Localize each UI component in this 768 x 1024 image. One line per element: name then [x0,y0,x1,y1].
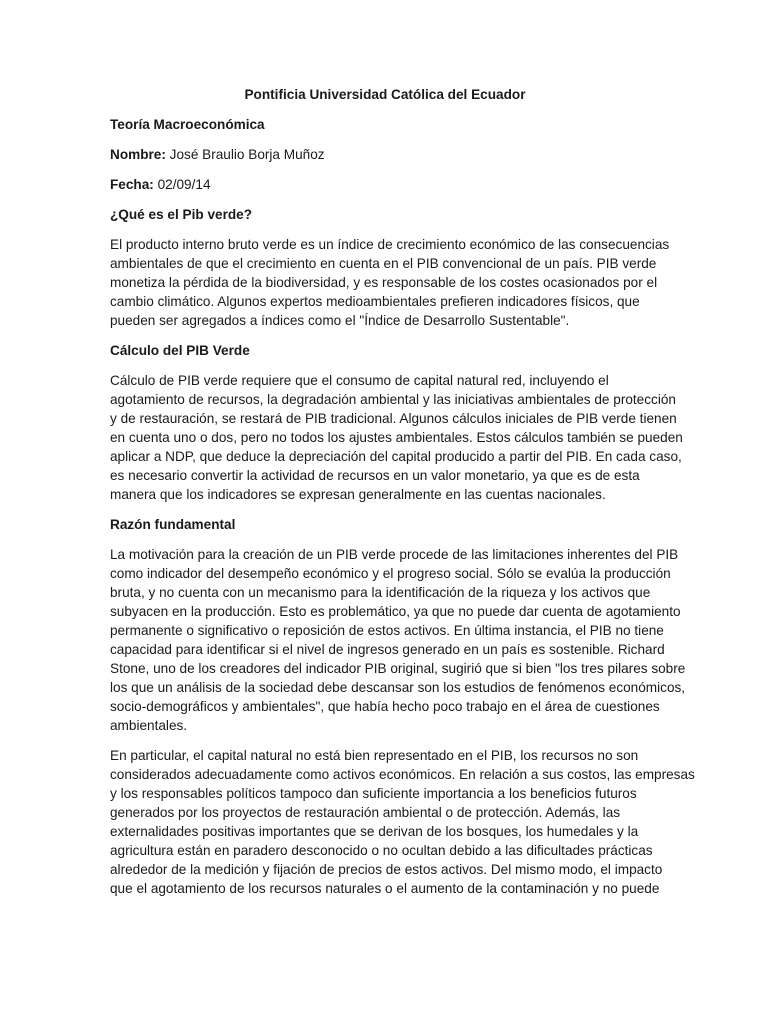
paragraph-line: ambientales. [110,718,188,733]
paragraph-line: El producto interno bruto verde es un índice de crecimiento económico de las consecuencias [110,237,670,252]
paragraph-line: externalidades positivas importantes que se derivan de los bosques, los humedales y la [110,824,639,839]
section-heading: Cálculo del PIB Verde [110,343,250,358]
document-page [110,85,695,909]
course-title: Teoría Macroeconómica [110,117,265,132]
paragraph-line: como indicador del desempeño económico y el progreso social. Sólo se evalúa la producción [110,566,671,581]
date-value: 02/09/14 [153,177,211,192]
paragraph-line: cambio climático. Algunos expertos medioambientales prefieren indicadores físicos, que [110,294,640,309]
section-heading: ¿Qué es el Pib verde? [110,207,253,222]
paragraph-line: La motivación para la creación de un PIB verde procede de las limitaciones inherentes del PIB [110,547,679,562]
paragraph [110,746,695,898]
paragraph-line: ambientales de que el crecimiento en cuenta en el PIB convencional de un país. PIB verde [110,256,657,271]
paragraph-line: agricultura están en paradero desconocido o no ocultan debido a las dificultades prácticas [110,843,653,858]
paragraph-line: subyacen en la producción. Esto es problemático, ya que no puede dar cuenta de agotamiento [110,604,681,619]
paragraph [110,545,686,735]
paragraph-line: alrededor de la medición y fijación de precios de estos activos. Del mismo modo, el impacto [110,862,663,877]
document-body [110,205,695,898]
paragraph-line: los que un análisis de la sociedad debe descansar son los estudios de fenómenos económicos, [110,680,686,695]
paragraph-line: bruta, y no cuenta con un mecanismo para la identificación de la riqueza y los activos que [110,585,651,600]
paragraph-line: Cálculo de PIB verde requiere que el consumo de capital natural red, incluyendo el [110,373,609,388]
paragraph-line: socio-demográficos y ambientales", que había hecho poco trabajo en el área de cuestiones [110,699,660,714]
paragraph-line: considerados adecuadamente como activos económicos. En relación a sus costos, las empresas [110,767,695,782]
paragraph-line: es necesario convertir la actividad de recursos en un valor monetario, ya que es de esta [110,468,640,483]
paragraph-line: permanente o significativo o reposición de estos activos. En última instancia, el PIB no tiene [110,623,664,638]
document-title: Pontificia Universidad Católica del Ecuador [244,87,526,102]
paragraph-line: y los responsables políticos tampoco dan suficiente importancia a los beneficios futuros [110,786,637,801]
date-label: Fecha: [110,177,154,192]
name-field [110,145,660,164]
name-value: José Braulio Borja Muñoz [165,147,325,162]
paragraph-line: Stone, uno de los creadores del indicador PIB original, sugirió que si bien "los tres pilares sobre [110,661,686,676]
paragraph-line: aplicar a NDP, que deduce la depreciación del capital producido a partir del PIB. En cada caso, [110,449,682,464]
section-heading: Razón fundamental [110,517,236,532]
paragraph [110,235,670,330]
paragraph-line: manera que los indicadores se expresan generalmente en las cuentas nacionales. [110,487,606,502]
paragraph-line: generados por los proyectos de restauración ambiental o de protección. Además, las [110,805,621,820]
name-label: Nombre: [110,147,166,162]
paragraph-line: monetiza la pérdida de la biodiversidad, y es responsable de los costes ocasionados por el [110,275,658,290]
paragraph-line: que el agotamiento de los recursos naturales o el aumento de la contaminación y no puede [110,881,660,896]
paragraph-line: pueden ser agregados a índices como el "Índice de Desarrollo Sustentable". [110,313,570,328]
paragraph-line: agotamiento de recursos, la degradación ambiental y las iniciativas ambientales de protección [110,392,676,407]
paragraph-line: en cuenta uno o dos, pero no todos los ajustes ambientales. Estos cálculos también se pueden [110,430,683,445]
paragraph [110,371,683,504]
paragraph-line: y de restauración, se restará de PIB tradicional. Algunos cálculos iniciales de PIB verde tienen [110,411,677,426]
paragraph-line: capacidad para identificar si el nivel de ingresos generado en un país es sostenible. Richard [110,642,665,657]
date-field [110,175,660,194]
paragraph-line: En particular, el capital natural no está bien representado en el PIB, los recursos no son [110,748,639,763]
